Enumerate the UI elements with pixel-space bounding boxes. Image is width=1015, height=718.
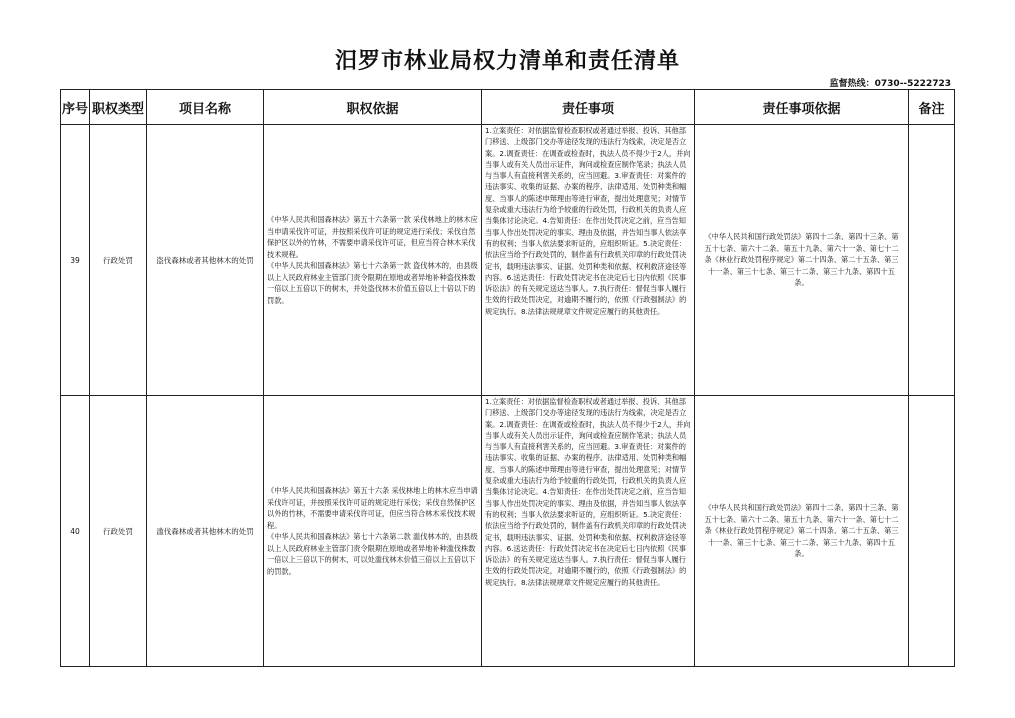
row-seq: 39 (61, 125, 90, 396)
row-seq: 40 (61, 396, 90, 667)
header-note: 备注 (909, 90, 955, 125)
row-duty-text: 1.立案责任：对依据监督检查职权或者通过举报、投诉、其他部门移送、上级部门交办等途径发现的违法行为线索，决定是否立案。2.调查责任：在调查或检查时，执法人员不得少于2人，并向当事人或有关人员出示证件，询问或检查应制作笔录；执法人员与当事人有直接利害关系的，应当回避。3.审查责任：对案件的违法事实、收集的证据、办案的程序、法律适用、处罚种类和幅度、当事人的陈述申辩理由等进行审查，提出处理意见；对情节复杂或重大违法行为给予较重的行政处罚，行政机关的负责人应当集体讨论决定。4.告知责任：在作出处罚决定之前，应当告知当事人作出处罚决定的事实、理由及依据，并告知当事人依法享有的权利；当事人依法要求听证的，应组织听证。5.决定责任：依法应当给予行政处罚的，制作盖有行政机关印章的行政处罚决定书，载明违法事实、证据、处罚种类和依据、权利救济途径等内容。6.送达责任：行政处罚决定书在决定后七日内依照《民事诉讼法》的有关规定送达当事人。7.执行责任：督促当事人履行生效的行政处罚决定，对逾期不履行的，依照《行政强制法》的规定执行。8.法律法规规章文件规定应履行的其他责任。 (485, 397, 691, 587)
row-duty (482, 125, 695, 396)
row-basis-text: 《中华人民共和国森林法》第五十六条第一款 采伐林地上的林木应当申请采伐许可证，并按照采伐许可证的规定进行采伐；采伐自然保护区以外的竹林，不需要申请采伐许可证，但应当符合林木采伐技术规程。 《中华人民共和国森林法》第七十六条第一款 盗伐林木的，由县级以上人民政府林业主管部门责令限期在原地或者异地补种盗伐株数一倍以上五倍以下的树木，并处盗伐林木价值五倍以上十倍以下的罚款。 (267, 215, 478, 305)
page-title: 汨罗市林业局权力清单和责任清单 (334, 49, 680, 74)
table-header-row (61, 90, 955, 125)
row-note (909, 396, 955, 667)
row-duty (482, 396, 695, 667)
row-basis (264, 396, 482, 667)
header-seq: 序号 (61, 90, 90, 125)
header-duty: 责任事项 (482, 90, 695, 125)
header-duty-basis: 责任事项依据 (695, 90, 909, 125)
row-type: 行政处罚 (90, 396, 147, 667)
table-row (61, 125, 955, 396)
row-basis (264, 125, 482, 396)
row-name: 盗伐森林或者其他林木的处罚 (147, 125, 264, 396)
header-name: 项目名称 (147, 90, 264, 125)
row-type: 行政处罚 (90, 125, 147, 396)
row-name: 滥伐森林或者其他林木的处罚 (147, 396, 264, 667)
row-duty-text: 1.立案责任：对依据监督检查职权或者通过举报、投诉、其他部门移送、上级部门交办等途径发现的违法行为线索，决定是否立案。2.调查责任：在调查或检查时，执法人员不得少于2人，并向当事人或有关人员出示证件，询问或检查应制作笔录；执法人员与当事人有直接利害关系的，应当回避。3.审查责任：对案件的违法事实、收集的证据、办案的程序、法律适用、处罚种类和幅度、当事人的陈述申辩理由等进行审查，提出处理意见；对情节复杂或重大违法行为给予较重的行政处罚，行政机关的负责人应当集体讨论决定。4.告知责任：在作出处罚决定之前，应当告知当事人作出处罚决定的事实、理由及依据，并告知当事人依法享有的权利；当事人依法要求听证的，应组织听证。5.决定责任：依法应当给予行政处罚的，制作盖有行政机关印章的行政处罚决定书，载明违法事实、证据、处罚种类和依据、权利救济途径等内容。6.送达责任：行政处罚决定书在决定后七日内依照《民事诉讼法》的有关规定送达当事人。7.执行责任：督促当事人履行生效的行政处罚决定，对逾期不履行的，依照《行政强制法》的规定执行。8.法律法规规章文件规定应履行的其他责任。 (485, 126, 691, 316)
row-duty-basis: 《中华人民共和国行政处罚法》第四十二条、第四十三条、第五十七条、第六十二条、第五十九条、第六十一条、第七十二条《林业行政处罚程序规定》第二十四条、第二十五条、第三十一条、第三十七条、第三十二条、第三十九条、第四十五条。 (695, 125, 909, 396)
header-type: 职权类型 (90, 90, 147, 125)
header-basis: 职权依据 (264, 90, 482, 125)
table-row (61, 396, 955, 667)
hotline-text: 监督热线：0730--5222723 (829, 79, 951, 89)
power-list-table (60, 89, 955, 667)
row-duty-basis: 《中华人民共和国行政处罚法》第四十二条、第四十三条、第五十七条、第六十二条、第五十九条、第六十一条、第七十二条《林业行政处罚程序规定》第二十四条、第二十五条、第三十一条、第三十七条、第三十二条、第三十九条、第四十五条。 (695, 396, 909, 667)
row-note (909, 125, 955, 396)
row-basis-text: 《中华人民共和国森林法》第五十六条 采伐林地上的林木应当申请采伐许可证，并按照采伐许可证的规定进行采伐；采伐自然保护区以外的竹林，不需要申请采伐许可证，但应当符合林木采伐技术规程。 《中华人民共和国森林法》第七十六条第二款 滥伐林木的，由县级以上人民政府林业主管部门责令限期在原地或者异地补种滥伐株数一倍以上三倍以下的树木，可以处滥伐林木价值三倍以上五倍以下的罚款。 (267, 486, 478, 576)
